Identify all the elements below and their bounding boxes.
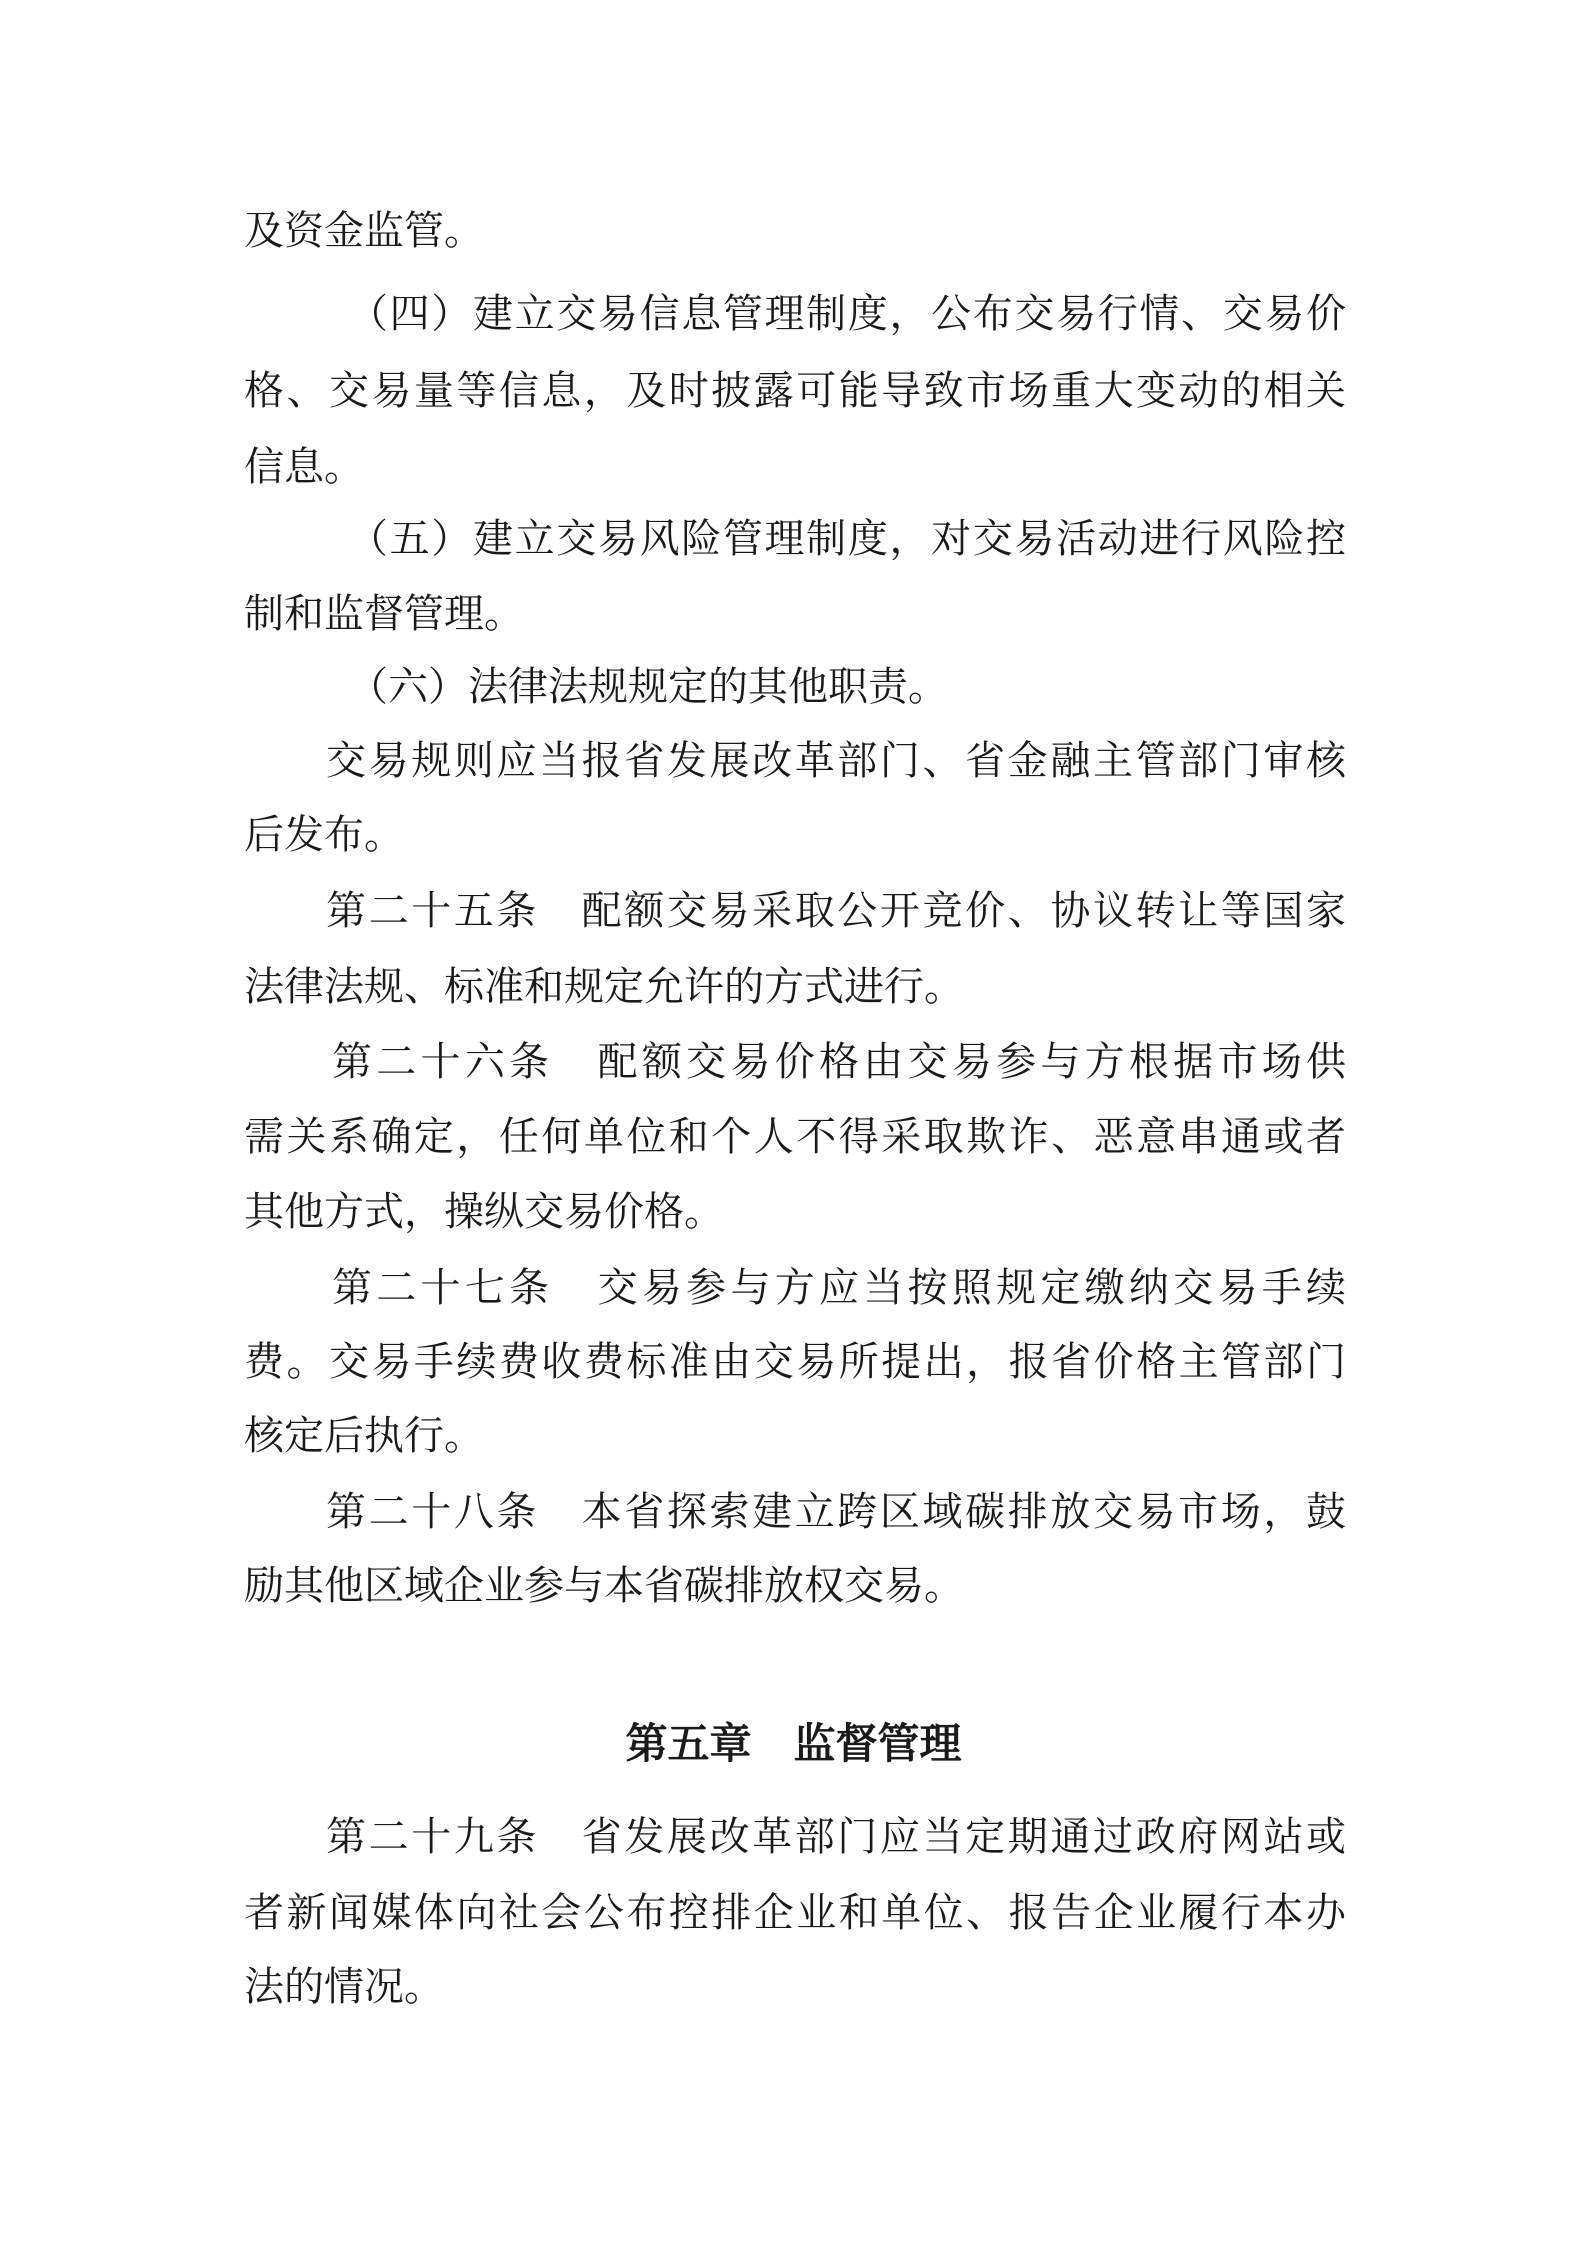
article-26-line: 第二十六条 配额交易价格由交易参与方根据市场供 bbox=[332, 1039, 1346, 1085]
text-line: 需关系确定，任何单位和个人不得采取欺诈、恶意串通或者 bbox=[244, 1114, 1346, 1160]
text-line: 其他方式，操纵交易价格。 bbox=[244, 1189, 724, 1235]
text-line: 后发布。 bbox=[244, 812, 404, 858]
text-line: 励其他区域企业参与本省碳排放权交易。 bbox=[244, 1563, 964, 1609]
text-line: 交易规则应当报省发展改革部门、省金融主管部门审核 bbox=[326, 738, 1346, 784]
text-line: 信息。 bbox=[244, 444, 364, 490]
article-25-line: 第二十五条 配额交易采取公开竞价、协议转让等国家 bbox=[326, 888, 1346, 934]
text-line: 者新闻媒体向社会公布控排企业和单位、报告企业履行本办 bbox=[244, 1890, 1346, 1936]
text-line: 法律法规、标准和规定允许的方式进行。 bbox=[244, 964, 964, 1010]
article-29-line: 第二十九条 省发展改革部门应当定期通过政府网站或 bbox=[326, 1814, 1346, 1860]
text-line: 核定后执行。 bbox=[244, 1413, 484, 1459]
text-line: 费。交易手续费收费标准由交易所提出，报省价格主管部门 bbox=[244, 1339, 1346, 1385]
text-line: 制和监督管理。 bbox=[244, 591, 524, 637]
chapter-title: 第五章 监督管理 bbox=[625, 1719, 962, 1768]
text-line: 格、交易量等信息，及时披露可能导致市场重大变动的相关 bbox=[244, 368, 1346, 414]
article-28-line: 第二十八条 本省探索建立跨区域碳排放交易市场，鼓 bbox=[326, 1489, 1346, 1535]
text-line: （四）建立交易信息管理制度，公布交易行情、交易价 bbox=[348, 291, 1346, 337]
text-line: （六）法律法规规定的其他职责。 bbox=[348, 664, 948, 710]
text-line: 及资金监管。 bbox=[244, 208, 484, 254]
text-line: （五）建立交易风险管理制度，对交易活动进行风险控 bbox=[348, 516, 1346, 562]
text-line: 法的情况。 bbox=[244, 1964, 444, 2010]
article-27-line: 第二十七条 交易参与方应当按照规定缴纳交易手续 bbox=[332, 1265, 1346, 1311]
